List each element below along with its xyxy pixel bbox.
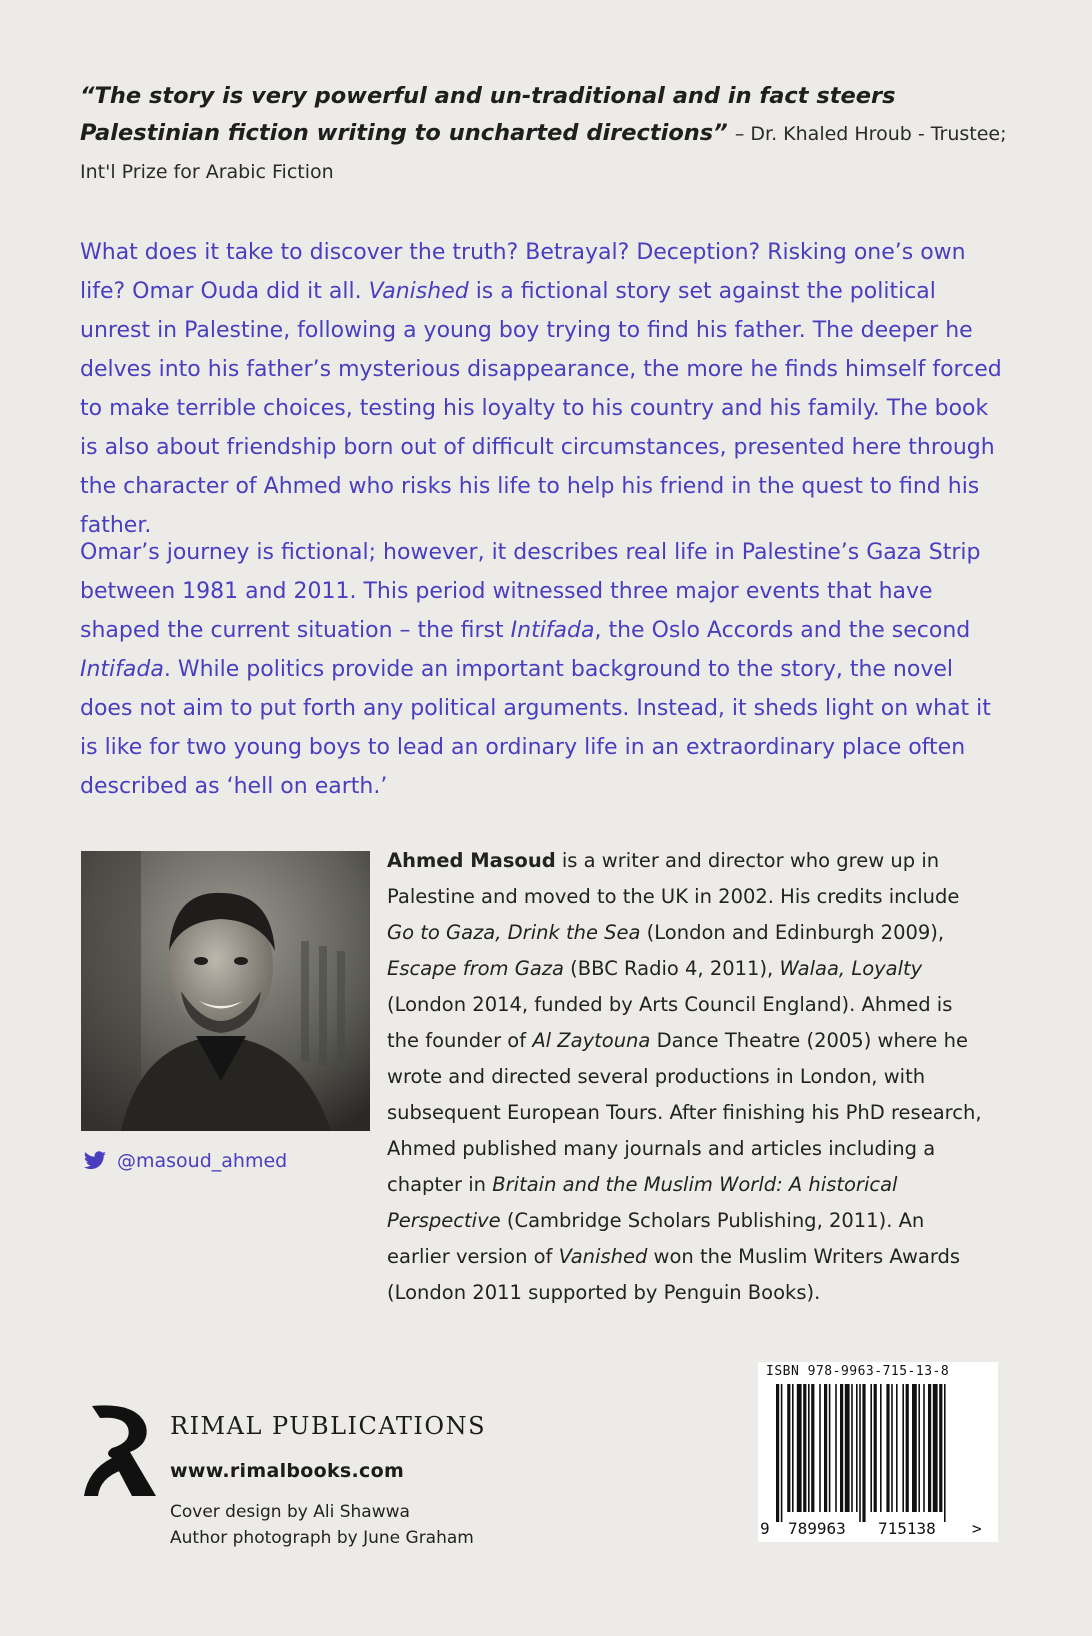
bio-text: (BBC Radio 4, 2011),: [563, 957, 780, 980]
work-title: Walaa, Loyalty: [779, 957, 923, 980]
work-title: Go to Gaza, Drink the Sea: [387, 921, 641, 944]
barcode-bar: [803, 1384, 806, 1512]
barcode-bar: [840, 1384, 843, 1512]
barcode-bar: [870, 1384, 872, 1512]
barcode-bar: [829, 1384, 831, 1512]
bio-text: (London and Edinburgh 2009),: [640, 921, 945, 944]
publisher-name: RIMAL PUBLICATIONS: [170, 1412, 487, 1440]
publisher-url[interactable]: www.rimalbooks.com: [170, 1460, 405, 1482]
quote-attribution: – Dr. Khaled Hroub - Trustee; Int'l Prize for Arabic Fiction: [80, 123, 1007, 183]
work-title: Vanished: [558, 1245, 648, 1268]
barcode-bar: [781, 1384, 783, 1522]
author-twitter[interactable]: [83, 1150, 287, 1172]
barcode: [758, 1362, 998, 1542]
author-photo: [81, 851, 370, 1131]
twitter-bird-icon: [83, 1151, 107, 1171]
barcode-bar: [851, 1384, 853, 1512]
endorsement-quote: [80, 78, 1020, 191]
author-bio: [387, 843, 987, 1311]
quote-text: “The story is very powerful and un-traditional and in fact steers Palestinian fiction writing to uncharted directions”: [80, 83, 896, 146]
barcode-bar: [886, 1384, 889, 1512]
book-title: Vanished: [368, 279, 469, 304]
rimal-r-logo: [78, 1400, 158, 1500]
blurb-text: What does it take to discover the truth? Betrayal? Deception? Risking one’s own life? Omar Ouda did it all.: [80, 240, 966, 304]
barcode-quiet-mark: >: [972, 1519, 982, 1538]
work-title: Escape from Gaza: [387, 957, 564, 980]
blurb-text: . While politics provide an important background to the story, the novel does not aim to put forth any political arguments. Instead, it sheds light on what it is like for two young boys to lead an ordinary life in an extraordinary place often described as ‘hell on earth.’: [80, 657, 991, 799]
work-title: Al Zaytouna: [532, 1029, 651, 1052]
barcode-bar: [859, 1384, 861, 1522]
barcode-bar: [918, 1384, 920, 1512]
barcode-bar: [811, 1384, 814, 1512]
bio-text: won the Muslim Writers Awards (London 2011 supported by Penguin Books).: [387, 1245, 961, 1304]
barcode-bar: [902, 1384, 904, 1512]
twitter-handle[interactable]: @masoud_ahmed: [117, 1150, 288, 1172]
blurb-paragraph-2: [80, 533, 1010, 806]
barcode-bar: [944, 1384, 946, 1522]
barcode-bar: [874, 1384, 877, 1512]
photo-credit: Author photograph by June Graham: [170, 1528, 474, 1548]
blurb-paragraph-1: [80, 233, 1010, 545]
author-photo-illustration: [81, 851, 370, 1131]
cover-design-credit: Cover design by Ali Shawwa: [170, 1502, 410, 1522]
barcode-bar: [797, 1384, 802, 1512]
barcode-bar: [845, 1384, 850, 1512]
barcode-bar: [939, 1384, 942, 1512]
barcode-bar: [880, 1384, 882, 1512]
barcode-bars: [776, 1384, 946, 1522]
barcode-bar: [792, 1384, 794, 1512]
barcode-bar: [787, 1384, 790, 1512]
barcode-bar: [835, 1384, 837, 1512]
barcode-bar: [819, 1384, 821, 1512]
barcode-digit-lead: 9: [760, 1519, 770, 1538]
isbn-label: ISBN 978-9963-715-13-8: [766, 1364, 950, 1379]
barcode-bar: [906, 1384, 909, 1512]
bio-text: is a writer and director who grew up in Palestine and moved to the UK in 2002. His credits include: [387, 849, 960, 908]
work-title: Britain and the Muslim World: A historical Perspective: [387, 1173, 898, 1232]
barcode-bar: [862, 1384, 865, 1522]
barcode-bar: [856, 1384, 858, 1512]
barcode-bar: [808, 1384, 810, 1512]
bio-text: (London 2014, funded by Arts Council England). Ahmed is the founder of: [387, 993, 953, 1052]
barcode-bar: [776, 1384, 779, 1522]
barcode-bar: [933, 1384, 938, 1512]
barcode-bar: [923, 1384, 925, 1512]
bio-text: (Cambridge Scholars Publishing, 2011). An earlier version of: [387, 1209, 925, 1268]
barcode-bar: [912, 1384, 917, 1512]
blurb-text: is a fictional story set against the political unrest in Palestine, following a young boy trying to find his father. The deeper he delves into his father’s mysterious disappearance, the more he finds himself forced to make terrible choices, testing his loyalty to his country and his family. The book is also about friendship born out of difficult circumstances, presented here through the character of Ahmed who risks his life to help his friend in the quest to find his father.: [80, 279, 1002, 538]
bio-text: Dance Theatre (2005) where he wrote and directed several productions in London, with subsequent European Tours. After finishing his PhD research, Ahmed published many journals and articles including a chapter in: [387, 1029, 982, 1196]
author-name: Ahmed Masoud: [387, 849, 556, 872]
barcode-digits-right: 715138: [878, 1519, 936, 1538]
term-intifada: Intifada: [80, 657, 164, 682]
isbn-barcode-block: [758, 1362, 998, 1542]
barcode-bar: [896, 1384, 898, 1512]
barcode-digits-left: 789963: [788, 1519, 846, 1538]
blurb-text: Omar’s journey is fictional; however, it describes real life in Palestine’s Gaza Strip between 1981 and 2011. This period witnessed three major events that have shaped the current situation – the first: [80, 540, 981, 643]
term-intifada: Intifada: [510, 618, 595, 643]
blurb-text: , the Oslo Accords and the second: [594, 618, 971, 643]
barcode-bar: [824, 1384, 827, 1512]
barcode-bar: [928, 1384, 931, 1512]
barcode-bar: [891, 1384, 893, 1512]
